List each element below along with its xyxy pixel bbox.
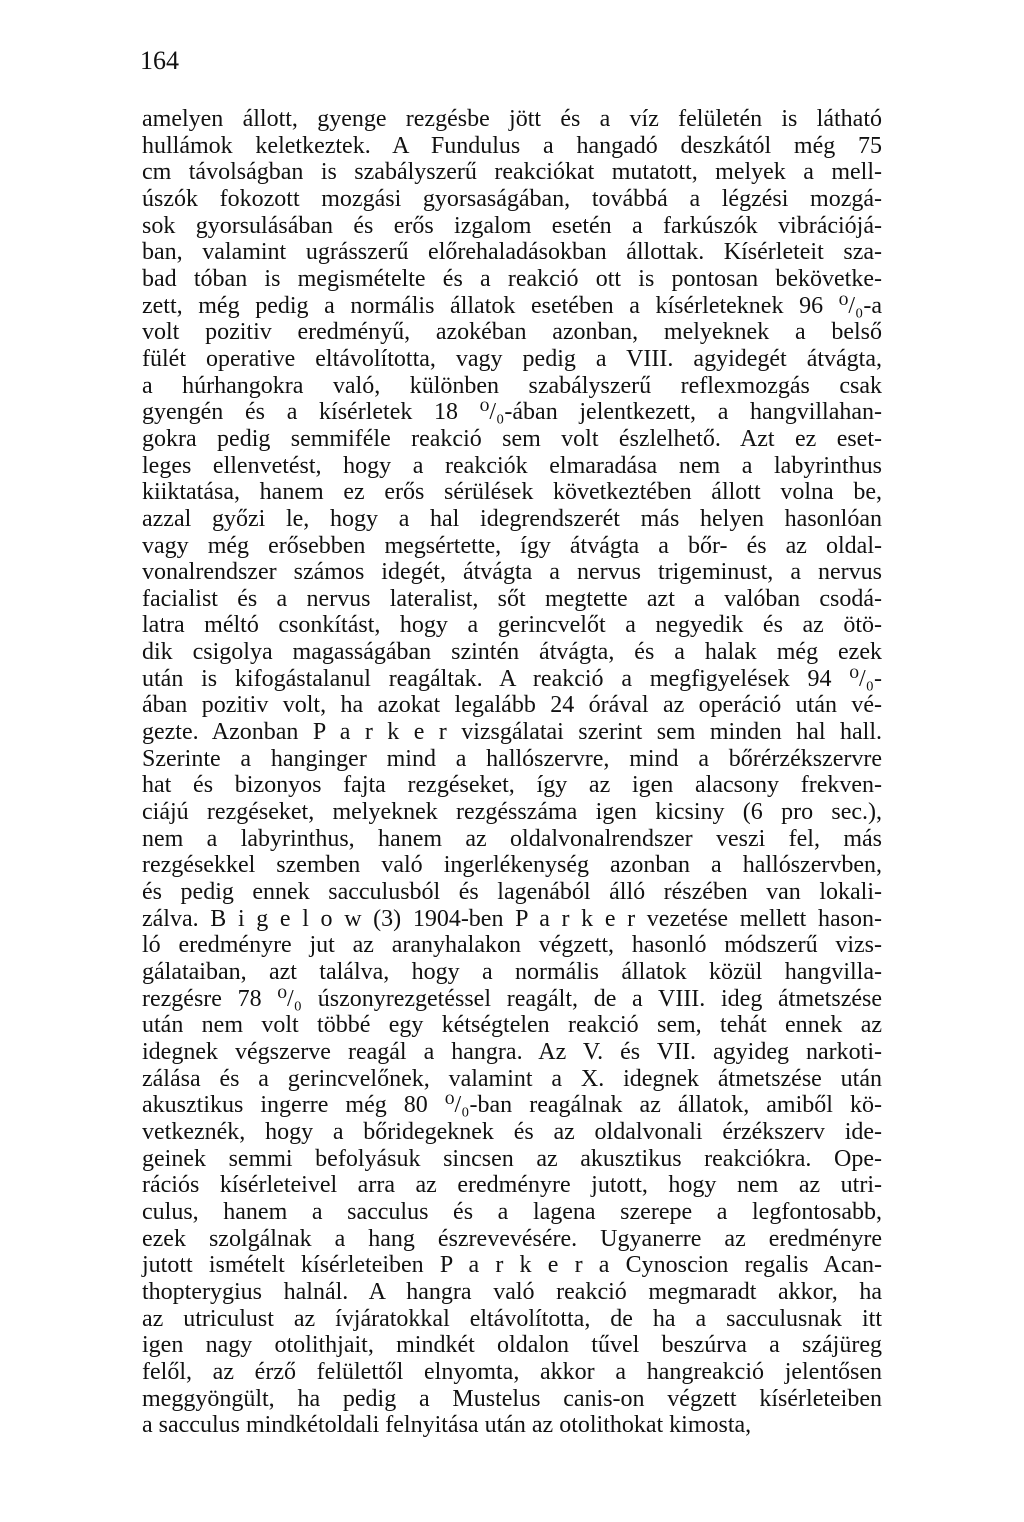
text-line: ezek szolgálnak a hang észrevevésére. Ugyanerre az eredményre [142, 1225, 882, 1252]
text-line: nem a labyrinthus, hanem az oldalvonalrendszer veszi fel, más [142, 825, 882, 852]
text-line: culus, hanem a sacculus és a lagena szerepe a legfontosabb, [142, 1198, 882, 1225]
text-line: hat és bizonyos fajta rezgéseket, így az igen alacsony frekven- [142, 772, 882, 799]
text-line: felől, az érző felülettől elnyomta, akkor a hangreakció jelentősen [142, 1358, 882, 1385]
text-line: ciájú rezgéseket, melyeknek rezgésszáma igen kicsiny (6 pro sec.), [142, 799, 882, 826]
text-line: leges ellenvetést, hogy a reakciók elmaradása nem a labyrinthus [142, 452, 882, 479]
text-line: bad tóban is megismételte és a reakció ott is pontosan bekövetke- [142, 265, 882, 292]
text-line: ló eredményre jut az aranyhalakon végzett, hasonló módszerű vizs- [142, 932, 882, 959]
text-line: zálva. B i g e l o w (3) 1904-ben P a r k e r vezetése mellett hason- [142, 905, 882, 932]
text-line: igen nagy otolithjait, mindkét oldalon tűvel beszúrva a szájüreg [142, 1332, 882, 1359]
text-line: a sacculus mindkétoldali felnyitása után az otolithokat kimosta, [142, 1412, 752, 1439]
text-line: vagy még erősebben megsértette, így átvágta a bőr- és az oldal- [142, 532, 882, 559]
text-line: úszók fokozott mozgási gyorsaságában, továbbá a légzési mozgá- [142, 185, 882, 212]
text-line: dik csigolya magasságában szintén átvágta, és a halak még ezek [142, 639, 882, 666]
text-line: az utriculust az ívjáratokkal eltávolította, de ha a sacculusnak itt [142, 1305, 882, 1332]
text-line: gezte. Azonban P a r k e r vizsgálatai szerint sem minden hal hall. [142, 719, 882, 746]
text-line: azzal győzi le, hogy a hal idegrendszerét más helyen hasonlóan [142, 505, 882, 532]
text-line: a húrhangokra való, különben szabályszerű reflexmozgás csak [142, 372, 882, 399]
text-line: kiiktatása, hanem ez erős sérülések következtében állott volna be, [142, 479, 882, 506]
text-line: amelyen állott, gyenge rezgésbe jött és a víz felületén is látható [142, 106, 882, 132]
text-line: és pedig ennek sacculusból és lagenából álló részében van lokali- [142, 879, 882, 906]
text-line: Szerinte a hanginger mind a hallószervre, mind a bőrérzékszervre [142, 745, 882, 772]
text-line: ában pozitiv volt, ha azokat legalább 24 órával az operáció után vé- [142, 692, 882, 719]
text-line: thopterygius halnál. A hangra való reakció megmaradt akkor, ha [142, 1278, 882, 1305]
text-line: után is kifogástalanul reagáltak. A reakció a megfigyelések 94 ⁰/₀- [142, 665, 882, 692]
text-line: fülét operative eltávolította, vagy pedig a VIII. agyidegét átvágta, [142, 345, 882, 372]
text-line: volt pozitiv eredményű, azokéban azonban, melyeknek a belső [142, 319, 882, 346]
text-line: hullámok keletkeztek. A Fundulus a hangadó deszkától még 75 [142, 132, 882, 159]
text-line: zett, még pedig a normális állatok esetében a kísérleteknek 96 ⁰/₀-a [142, 292, 882, 319]
text-line: vonalrendszer számos idegét, átvágta a nervus trigeminust, a nervus [142, 559, 882, 586]
text-line: ban, valamint ugrásszerű előrehaladásokban állottak. Kísérleteit sza- [142, 239, 882, 266]
text-line: rezgésekkel szemben való ingerlékenység azonban a hallószervben, [142, 852, 882, 879]
text-line: jutott ismételt kísérleteiben P a r k e r a Cynoscion regalis Acan- [142, 1252, 882, 1279]
text-line: rezgésre 78 ⁰/₀ úszonyrezgetéssel reagált, de a VIII. ideg átmetszése [142, 985, 882, 1012]
text-line: rációs kísérleteivel arra az eredményre jutott, hogy nem az utri- [142, 1172, 882, 1199]
page-number: 164 [140, 46, 179, 75]
text-line: gálataiban, azt találva, hogy a normális állatok közül hangvilla- [142, 959, 882, 985]
text-line: akusztikus ingerre még 80 ⁰/₀-ban reagálnak az állatok, amiből kö- [142, 1092, 882, 1119]
text-line: idegnek végszerve reagál a hangra. Az V. és VII. agyideg narkoti- [142, 1038, 882, 1065]
text-line: facialist és a nervus lateralist, sőt megtette azt a valóban csodá- [142, 585, 882, 612]
text-line: latra méltó csonkítást, hogy a gerincvelőt a negyedik és az ötö- [142, 612, 882, 639]
text-line: vetkeznék, hogy a bőridegeknek és az oldalvonali érzékszerv ide- [142, 1118, 882, 1145]
text-line: cm távolságban is szabályszerű reakciókat mutatott, melyek a mell- [142, 159, 882, 186]
text-line: után nem volt többé egy kétségtelen reakció sem, tehát ennek az [142, 1012, 882, 1039]
text-line: geinek semmi befolyásuk sincsen az akusztikus reakciókra. Ope- [142, 1145, 882, 1172]
text-line: zálása és a gerincvelőnek, valamint a X. idegnek átmetszése után [142, 1065, 882, 1092]
text-line: gokra pedig semmiféle reakció sem volt észlelhető. Azt ez eset- [142, 425, 882, 452]
text-line: gyengén és a kísérletek 18 ⁰/₀-ában jelentkezett, a hangvillahan- [142, 399, 882, 426]
text-line: meggyöngült, ha pedig a Mustelus canis-on végzett kísérleteiben [142, 1385, 882, 1412]
body-text [142, 106, 882, 1439]
text-line: sok gyorsulásában és erős izgalom esetén a farkúszók vibrációjá- [142, 212, 882, 239]
